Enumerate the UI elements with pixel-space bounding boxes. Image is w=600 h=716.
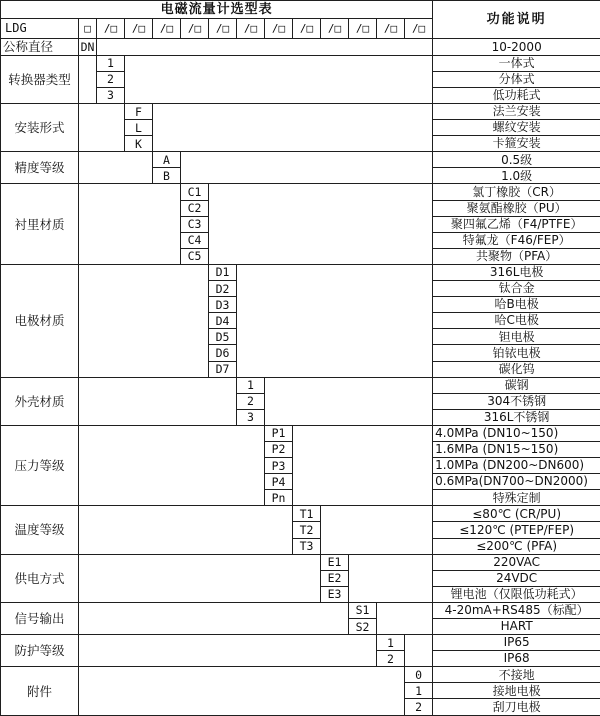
- code-cell: D6: [209, 345, 237, 361]
- code-cell: 1: [97, 55, 125, 71]
- desc-cell: 分体式: [433, 71, 600, 87]
- table-row: [1, 152, 600, 168]
- desc-cell: 共聚物（PFA）: [433, 248, 600, 264]
- empty-cell: [79, 506, 293, 554]
- desc-cell: 特氟龙（F46/FEP）: [433, 232, 600, 248]
- desc-cell: 0.6MPa(DN700~DN2000): [433, 474, 600, 490]
- code-cell: P2: [265, 441, 293, 457]
- empty-cell: [265, 377, 433, 425]
- desc-cell: 1.0级: [433, 168, 600, 184]
- desc-cell: ≤200℃ (PFA): [433, 538, 600, 554]
- code-cell: T2: [293, 522, 321, 538]
- desc-cell: 304不锈钢: [433, 393, 600, 409]
- model-slot: /□: [377, 19, 405, 39]
- code-cell: DN: [79, 39, 97, 56]
- table-row: [1, 602, 600, 618]
- empty-cell: [79, 55, 97, 103]
- desc-cell: 哈B电极: [433, 297, 600, 313]
- desc-cell: 铂铱电极: [433, 345, 600, 361]
- desc-cell: 24VDC: [433, 570, 600, 586]
- function-column-header: 功能说明: [433, 1, 600, 39]
- desc-cell: 钽电极: [433, 329, 600, 345]
- table-row: [1, 104, 600, 120]
- empty-cell: [97, 39, 433, 56]
- empty-cell: [79, 425, 265, 505]
- section-label: 温度等级: [1, 506, 79, 554]
- table-row: [1, 506, 600, 522]
- empty-cell: [79, 602, 349, 634]
- model-slot: /□: [265, 19, 293, 39]
- desc-cell: 接地电极: [433, 683, 600, 699]
- code-cell: Pn: [265, 490, 293, 506]
- empty-cell: [209, 184, 433, 264]
- desc-cell: 低功耗式: [433, 87, 600, 103]
- code-cell: B: [153, 168, 181, 184]
- desc-cell: 10-2000: [433, 39, 600, 56]
- table-row: [1, 377, 600, 393]
- empty-cell: [405, 635, 433, 667]
- model-prefix: LDG: [1, 19, 79, 39]
- table-row: [1, 55, 600, 71]
- empty-cell: [79, 377, 237, 425]
- section-label: 衬里材质: [1, 184, 79, 264]
- empty-cell: [377, 602, 433, 634]
- desc-cell: ≤80℃ (CR/PU): [433, 506, 600, 522]
- page-title: 电磁流量计选型表: [1, 1, 433, 19]
- empty-cell: [125, 55, 433, 103]
- desc-cell: 法兰安装: [433, 104, 600, 120]
- desc-cell: 氯丁橡胶（CR）: [433, 184, 600, 200]
- model-slot: /□: [153, 19, 181, 39]
- code-cell: 3: [237, 409, 265, 425]
- desc-cell: 钛合金: [433, 281, 600, 297]
- code-cell: 0: [405, 667, 433, 683]
- table-row: [1, 39, 600, 56]
- code-cell: K: [125, 136, 153, 152]
- code-cell: T3: [293, 538, 321, 554]
- model-slot: /□: [405, 19, 433, 39]
- model-slot: /□: [181, 19, 209, 39]
- code-cell: D1: [209, 264, 237, 280]
- code-cell: 1: [405, 683, 433, 699]
- table-row: [1, 425, 600, 441]
- model-slot: /□: [237, 19, 265, 39]
- section-label: 信号输出: [1, 602, 79, 634]
- desc-cell: 4.0MPa (DN10~150): [433, 425, 600, 441]
- code-cell: E2: [321, 570, 349, 586]
- empty-cell: [79, 104, 125, 152]
- desc-cell: 碳钢: [433, 377, 600, 393]
- empty-cell: [181, 152, 433, 184]
- section-label: 公称直径: [1, 39, 79, 56]
- empty-cell: [237, 264, 433, 377]
- desc-cell: 锂电池（仅限低功耗式）: [433, 586, 600, 602]
- desc-cell: IP68: [433, 651, 600, 667]
- section-label: 精度等级: [1, 152, 79, 184]
- desc-cell: 0.5级: [433, 152, 600, 168]
- code-cell: 2: [97, 71, 125, 87]
- section-label: 防护等级: [1, 635, 79, 667]
- desc-cell: 4-20mA+RS485（标配）: [433, 602, 600, 618]
- code-cell: 1: [377, 635, 405, 651]
- desc-cell: 特殊定制: [433, 490, 600, 506]
- desc-cell: 螺纹安装: [433, 120, 600, 136]
- desc-cell: 316L不锈钢: [433, 409, 600, 425]
- desc-cell: 一体式: [433, 55, 600, 71]
- code-cell: C1: [181, 184, 209, 200]
- desc-cell: 哈C电极: [433, 313, 600, 329]
- desc-cell: 聚氨酯橡胶（PU）: [433, 200, 600, 216]
- table-row: [1, 184, 600, 200]
- code-cell: C2: [181, 200, 209, 216]
- model-slot: /□: [321, 19, 349, 39]
- code-cell: D2: [209, 281, 237, 297]
- empty-cell: [79, 184, 181, 264]
- empty-cell: [79, 554, 321, 602]
- desc-cell: 聚四氟乙烯（F4/PTFE）: [433, 216, 600, 232]
- section-label: 外壳材质: [1, 377, 79, 425]
- code-cell: C5: [181, 248, 209, 264]
- model-slot: /□: [293, 19, 321, 39]
- code-cell: E1: [321, 554, 349, 570]
- section-label: 供电方式: [1, 554, 79, 602]
- section-label: 附件: [1, 667, 79, 716]
- desc-cell: 220VAC: [433, 554, 600, 570]
- code-cell: T1: [293, 506, 321, 522]
- code-cell: P3: [265, 458, 293, 474]
- table-row: [1, 264, 600, 280]
- model-slot: /□: [97, 19, 125, 39]
- model-box: □: [79, 19, 97, 39]
- code-cell: L: [125, 120, 153, 136]
- desc-cell: ≤120℃ (PTEP/FEP): [433, 522, 600, 538]
- model-slot: /□: [125, 19, 153, 39]
- empty-cell: [153, 104, 433, 152]
- table-row: [1, 554, 600, 570]
- desc-cell: 碳化钨: [433, 361, 600, 377]
- table-row: [1, 667, 600, 683]
- code-cell: D7: [209, 361, 237, 377]
- empty-cell: [349, 554, 433, 602]
- code-cell: P1: [265, 425, 293, 441]
- code-cell: 2: [405, 699, 433, 716]
- section-label: 电极材质: [1, 264, 79, 377]
- model-slot: /□: [349, 19, 377, 39]
- model-slot: /□: [209, 19, 237, 39]
- desc-cell: 卡箍安装: [433, 136, 600, 152]
- desc-cell: 1.6MPa (DN15~150): [433, 441, 600, 457]
- code-cell: D4: [209, 313, 237, 329]
- code-cell: S2: [349, 619, 377, 635]
- code-cell: 1: [237, 377, 265, 393]
- code-cell: P4: [265, 474, 293, 490]
- desc-cell: 1.0MPa (DN200~DN600): [433, 458, 600, 474]
- empty-cell: [79, 152, 153, 184]
- desc-cell: 316L电极: [433, 264, 600, 280]
- code-cell: 2: [377, 651, 405, 667]
- code-cell: C3: [181, 216, 209, 232]
- desc-cell: 不接地: [433, 667, 600, 683]
- empty-cell: [79, 264, 209, 377]
- empty-cell: [79, 635, 377, 667]
- section-label: 转换器类型: [1, 55, 79, 103]
- code-cell: D3: [209, 297, 237, 313]
- code-cell: 2: [237, 393, 265, 409]
- code-cell: C4: [181, 232, 209, 248]
- code-cell: 3: [97, 87, 125, 103]
- code-cell: F: [125, 104, 153, 120]
- section-label: 压力等级: [1, 425, 79, 505]
- empty-cell: [293, 425, 433, 505]
- code-cell: S1: [349, 602, 377, 618]
- desc-cell: IP65: [433, 635, 600, 651]
- table-row: [1, 1, 600, 19]
- empty-cell: [321, 506, 433, 554]
- section-label: 安装形式: [1, 104, 79, 152]
- empty-cell: [79, 667, 405, 716]
- desc-cell: HART: [433, 619, 600, 635]
- desc-cell: 刮刀电极: [433, 699, 600, 716]
- code-cell: E3: [321, 586, 349, 602]
- code-cell: D5: [209, 329, 237, 345]
- code-cell: A: [153, 152, 181, 168]
- table-row: [1, 635, 600, 651]
